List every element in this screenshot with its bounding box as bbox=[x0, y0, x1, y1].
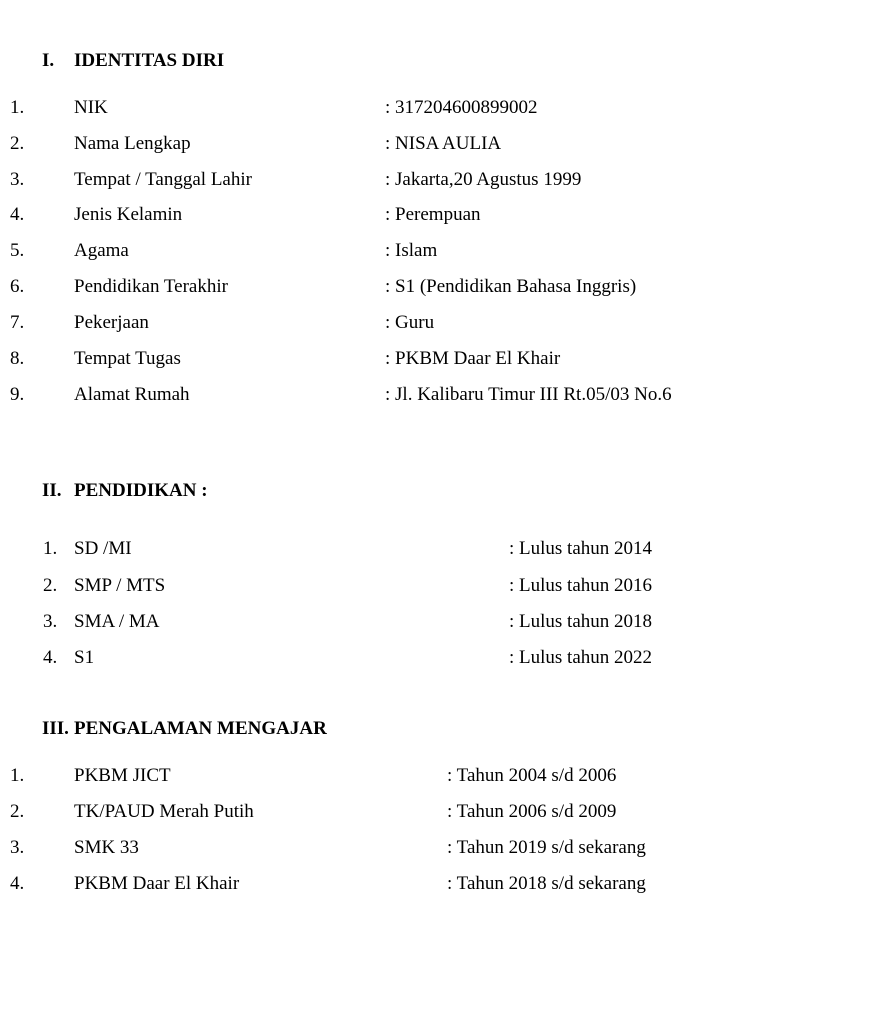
section-identitas-roman: I. bbox=[42, 50, 55, 71]
row-value: : Jakarta,20 Agustus 1999 bbox=[385, 169, 582, 190]
identitas-row bbox=[0, 276, 872, 300]
row-number: 5. bbox=[10, 240, 25, 261]
row-value: : Lulus tahun 2014 bbox=[509, 538, 653, 559]
row-label: Nama Lengkap bbox=[74, 133, 191, 154]
pendidikan-row bbox=[0, 538, 872, 562]
pengalaman-row bbox=[0, 873, 872, 897]
row-number: 8. bbox=[10, 348, 25, 369]
section-pengalaman-heading bbox=[42, 718, 327, 740]
row-value: : Tahun 2006 s/d 2009 bbox=[447, 801, 617, 822]
row-number: 2. bbox=[10, 133, 25, 154]
row-value: : NISA AULIA bbox=[385, 133, 502, 154]
row-label: TK/PAUD Merah Putih bbox=[74, 801, 254, 822]
row-label: Agama bbox=[74, 240, 129, 261]
section-identitas-title: IDENTITAS DIRI bbox=[74, 50, 225, 71]
row-number: 3. bbox=[43, 611, 58, 632]
row-label: SMA / MA bbox=[74, 611, 160, 632]
section-pengalaman-roman: III. bbox=[42, 718, 69, 739]
row-value: : Lulus tahun 2022 bbox=[509, 647, 653, 668]
section-pendidikan-heading bbox=[42, 480, 208, 502]
row-value: : Lulus tahun 2016 bbox=[509, 575, 653, 596]
row-number: 1. bbox=[10, 97, 25, 118]
row-value: : S1 (Pendidikan Bahasa Inggris) bbox=[385, 276, 637, 297]
row-number: 4. bbox=[10, 873, 25, 894]
row-label: SMK 33 bbox=[74, 837, 139, 858]
row-label: S1 bbox=[74, 647, 95, 668]
identitas-row bbox=[0, 204, 872, 228]
row-value: : Tahun 2019 s/d sekarang bbox=[447, 837, 646, 858]
row-value: : Perempuan bbox=[385, 204, 481, 225]
identitas-row bbox=[0, 384, 872, 408]
section-pendidikan-roman: II. bbox=[42, 480, 62, 501]
row-number: 7. bbox=[10, 312, 25, 333]
row-label: Jenis Kelamin bbox=[74, 204, 183, 225]
identitas-row bbox=[0, 312, 872, 336]
section-identitas-heading bbox=[42, 50, 225, 72]
row-value: : PKBM Daar El Khair bbox=[385, 348, 561, 369]
row-number: 4. bbox=[10, 204, 25, 225]
pengalaman-row bbox=[0, 801, 872, 825]
section-pendidikan-title: PENDIDIKAN : bbox=[74, 480, 208, 501]
row-value: : Tahun 2018 s/d sekarang bbox=[447, 873, 646, 894]
row-value: : Islam bbox=[385, 240, 438, 261]
row-label: Tempat Tugas bbox=[74, 348, 181, 369]
row-label: PKBM Daar El Khair bbox=[74, 873, 240, 894]
pendidikan-row bbox=[0, 611, 872, 635]
row-number: 1. bbox=[43, 538, 58, 559]
row-number: 6. bbox=[10, 276, 25, 297]
row-number: 9. bbox=[10, 384, 25, 405]
identitas-row bbox=[0, 133, 872, 157]
row-value: : Guru bbox=[385, 312, 435, 333]
pendidikan-row bbox=[0, 575, 872, 599]
section-pengalaman-title: PENGALAMAN MENGAJAR bbox=[74, 718, 327, 739]
pengalaman-row bbox=[0, 837, 872, 861]
pendidikan-row bbox=[0, 647, 872, 671]
row-label: NIK bbox=[74, 97, 108, 118]
row-number: 2. bbox=[10, 801, 25, 822]
row-number: 4. bbox=[43, 647, 58, 668]
row-label: Pendidikan Terakhir bbox=[74, 276, 228, 297]
identitas-row bbox=[0, 348, 872, 372]
row-number: 3. bbox=[10, 169, 25, 190]
row-value: : Jl. Kalibaru Timur III Rt.05/03 No.6 bbox=[385, 384, 672, 405]
row-value: : Lulus tahun 2018 bbox=[509, 611, 653, 632]
pengalaman-row bbox=[0, 765, 872, 789]
identitas-row bbox=[0, 169, 872, 193]
row-number: 1. bbox=[10, 765, 25, 786]
row-value: : 317204600899002 bbox=[385, 97, 538, 118]
row-number: 3. bbox=[10, 837, 25, 858]
identitas-row bbox=[0, 97, 872, 121]
row-number: 2. bbox=[43, 575, 58, 596]
row-label: Alamat Rumah bbox=[74, 384, 190, 405]
row-label: SMP / MTS bbox=[74, 575, 166, 596]
row-label: SD /MI bbox=[74, 538, 132, 559]
row-label: Tempat / Tanggal Lahir bbox=[74, 169, 252, 190]
row-label: PKBM JICT bbox=[74, 765, 171, 786]
row-label: Pekerjaan bbox=[74, 312, 149, 333]
identitas-row bbox=[0, 240, 872, 264]
row-value: : Tahun 2004 s/d 2006 bbox=[447, 765, 617, 786]
